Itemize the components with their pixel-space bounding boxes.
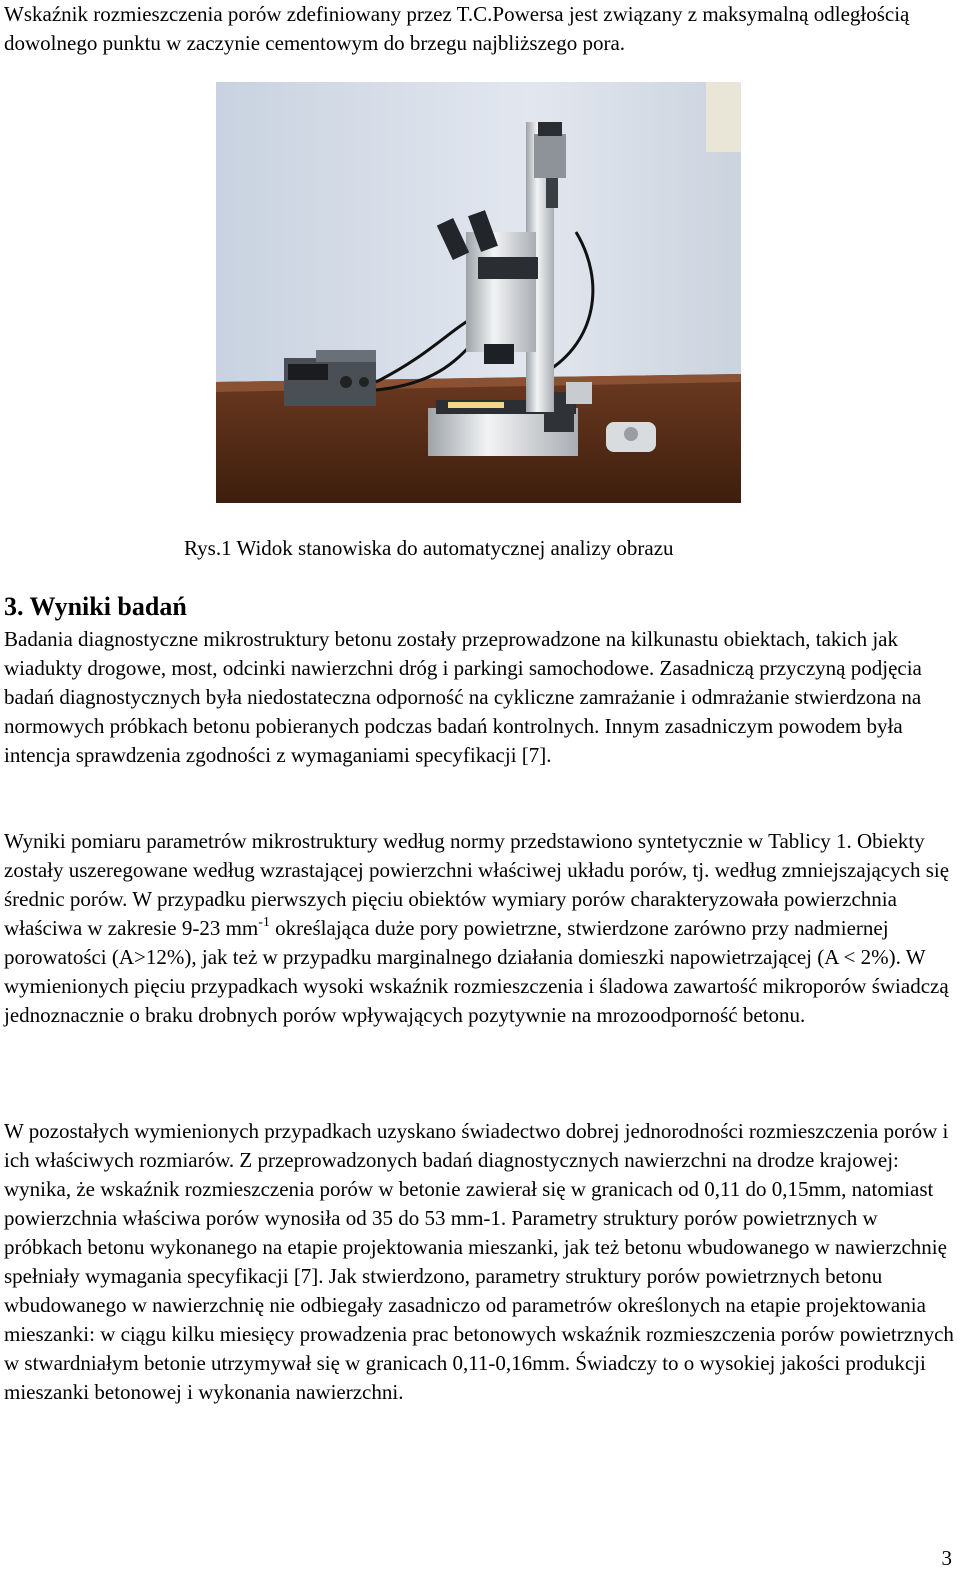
paragraph-2-part-b: określająca duże pory powietrzne, stwierdzone zarówno przy nadmiernej porowatości (A>12%), jak też w przypadku marginalnego działania domieszki napowietrzającej (A < 2%). W wymienionych pięciu przypadkach wysoki wskaźnik rozmieszczenia i śladowa zawartość mikroporów świadczą jednoznacznie o braku drobnych porów wpływających pozytywnie na mrozoodporność betonu. bbox=[4, 916, 949, 1027]
paragraph-2 bbox=[4, 827, 956, 1030]
section-heading: 3. Wyniki badań bbox=[4, 592, 187, 621]
paragraph-1: Badania diagnostyczne mikrostruktury betonu zostały przeprowadzone na kilkunastu obiektach, takich jak wiadukty drogowe, most, odcinki nawierzchni dróg i parkingi samochodowe. Zasadniczą przyczyną podjęcia badań diagnostycznych była niedostateczna odporność na cykliczne zamrażanie i odmrażanie stwierdzona na normowych próbkach betonu pobieranych podczas badań kontrolnych. Innym zasadniczym powodem była intencja sprawdzenia zgodności z wymaganiami specyfikacji [7]. bbox=[4, 627, 922, 767]
microscope-workstation-image bbox=[216, 82, 741, 503]
microscope-photo bbox=[216, 82, 741, 503]
intro-paragraph: Wskaźnik rozmieszczenia porów zdefiniowany przez T.C.Powersa jest związany z maksymalną odległością dowolnego punktu w zaczynie cementowym do brzegu najbliższego pora. bbox=[4, 2, 910, 55]
paragraph-3: W pozostałych wymienionych przypadkach uzyskano świadectwo dobrej jednorodności rozmieszczenia porów i ich właściwych rozmiarów. Z przeprowadzonych badań diagnostycznych nawierzchni na drodze krajowej: wynika, że wskaźnik rozmieszczenia porów w betonie zawierał się w granicach od 0,11 do 0,15mm, natomiast powierzchnia właściwa porów wynosiła od 35 do 53 mm-1. Parametry struktury porów powietrznych w próbkach betonu wykonanego na etapie projektowania mieszanki, jak też betonu wbudowanego w nawierzchnię spełniały wymagania specyfikacji [7]. Jak stwierdzono, parametry struktury porów powietrznych betonu wbudowanego w nawierzchnię nie odbiegały zasadniczo od parametrów określonych na etapie projektowania mieszanki: w ciągu kilku miesięcy prowadzenia prac betonowych wskaźnik rozmieszczenia porów powietrznych w stwardniałym betonie utrzymywał się w granicach 0,11-0,16mm. Świadczy to o wysokiej jakości produkcji mieszanki betonowej i wykonania nawierzchni. bbox=[4, 1119, 954, 1404]
figure-caption: Rys.1 Widok stanowiska do automatycznej analizy obrazu bbox=[184, 536, 674, 560]
page-number: 3 bbox=[941, 1546, 952, 1570]
paragraph-2-part-a: Wyniki pomiaru parametrów mikrostruktury według normy przedstawiono syntetycznie w Tablicy 1. Obiekty zostały uszeregowane według wzrastającej powierzchni właściwej układu porów, tj. według zmniejszających się średnic porów. W przypadku pierwszych pięciu obiektów wymiary porów charakteryzowała powierzchnia właściwa w zakresie 9-23 mm bbox=[4, 829, 950, 940]
superscript-exponent: -1 bbox=[258, 915, 270, 930]
